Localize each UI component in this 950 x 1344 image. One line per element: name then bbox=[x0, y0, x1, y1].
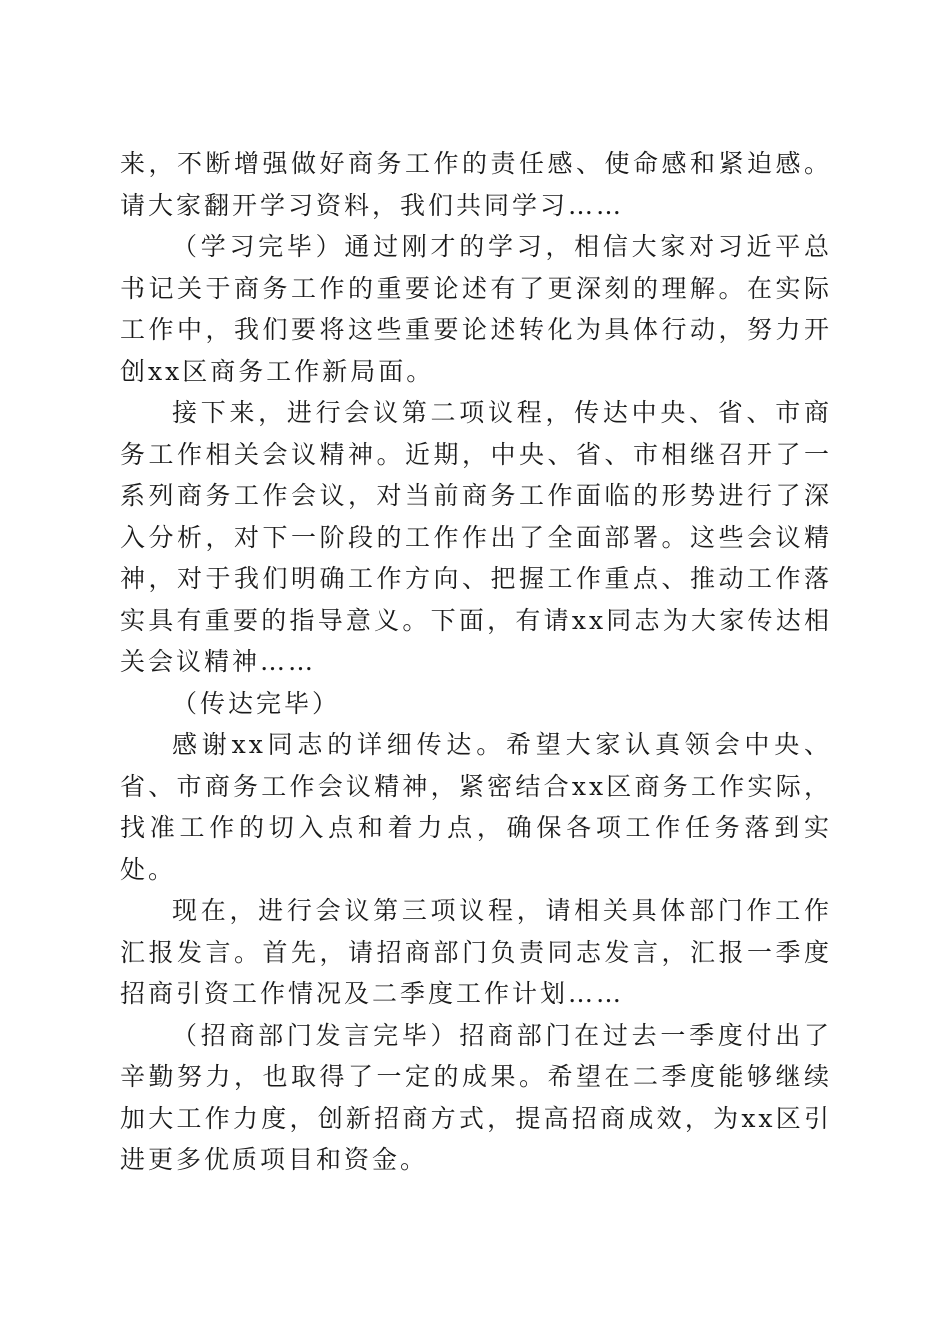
paragraph-7: （招商部门发言完毕）招商部门在过去一季度付出了辛勤努力，也取得了一定的成果。希望在二季度能够继续加大工作力度，创新招商方式，提高招商成效，为xx区引进更多优质项目和资金。 bbox=[120, 1020, 832, 1174]
paragraph-4: （传达完毕） bbox=[172, 688, 341, 718]
paragraph-2: （学习完毕）通过刚才的学习，相信大家对习近平总书记关于商务工作的重要论述有了更深刻的理解。在实际工作中，我们要将这些重要论述转化为具体行动，努力开创xx区商务工作新局面。 bbox=[120, 232, 832, 386]
paragraph-1: 来，不断增强做好商务工作的责任感、使命感和紧迫感。请大家翻开学习资料，我们共同学习…… bbox=[120, 149, 832, 220]
document-body bbox=[120, 143, 832, 1181]
paragraph-6: 现在，进行会议第三项议程，请相关具体部门作工作汇报发言。首先，请招商部门负责同志发言，汇报一季度招商引资工作情况及二季度工作计划…… bbox=[120, 896, 832, 1008]
paragraph-3: 接下来，进行会议第二项议程，传达中央、省、市商务工作相关会议精神。近期，中央、省、市相继召开了一系列商务工作会议，对当前商务工作面临的形势进行了深入分析，对下一阶段的工作作出了全面部署。这些会议精神，对于我们明确工作方向、把握工作重点、推动工作落实具有重要的指导意义。下面，有请xx同志为大家传达相关会议精神…… bbox=[120, 398, 832, 676]
paragraph-5: 感谢xx同志的详细传达。希望大家认真领会中央、省、市商务工作会议精神，紧密结合xx区商务工作实际，找准工作的切入点和着力点，确保各项工作任务落到实处。 bbox=[120, 730, 832, 884]
